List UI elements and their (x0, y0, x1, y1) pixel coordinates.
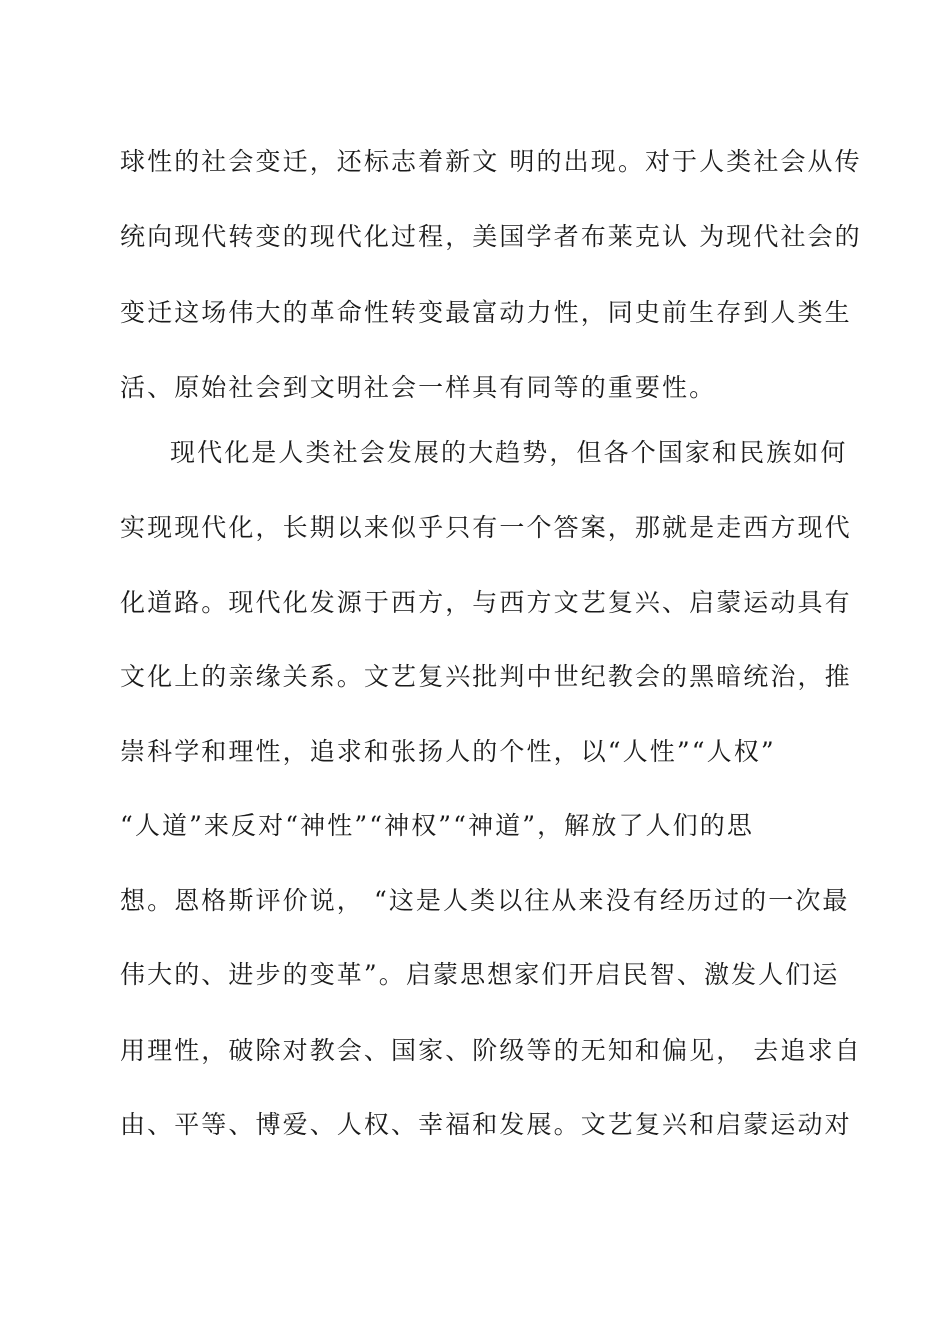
paragraph-2-line-8: 伟大的、进步的变革”。启蒙思想家们开启民智、激发人们运 (120, 960, 840, 989)
paragraph-2-line-5: 崇科学和理性，追求和张扬人的个性，以“人性”“人权” (120, 737, 776, 766)
paragraph-2-line-7: 想。恩格斯评价说， “这是人类以往从来没有经历过的一次最 (120, 886, 850, 915)
paragraph-2-line-9: 用理性，破除对教会、国家、阶级等的无知和偏见， 去追求自 (120, 1036, 862, 1065)
paragraph-2-line-1: 现代化是人类社会发展的大趋势，但各个国家和民族如何 (170, 438, 848, 467)
text-line-1: 球性的社会变迁，还标志着新文 明的出现。对于人类社会从传 (120, 147, 862, 176)
paragraph-2-line-6: “人道”来反对“神性”“神权”“神道”，解放了人们的思 (120, 811, 754, 840)
paragraph-2-line-3: 化道路。现代化发源于西方，与西方文艺复兴、启蒙运动具有 (120, 588, 852, 617)
paragraph-2-line-10: 由、平等、博爱、人权、幸福和发展。文艺复兴和启蒙运动对 (120, 1110, 852, 1139)
text-line-3: 变迁这场伟大的革命性转变最富动力性，同史前生存到人类生 (120, 298, 852, 327)
paragraph-2-line-4: 文化上的亲缘关系。文艺复兴批判中世纪教会的黑暗统治，推 (120, 662, 852, 691)
text-line-4: 活、原始社会到文明社会一样具有同等的重要性。 (120, 373, 717, 402)
text-line-2: 统向现代转变的现代化过程，美国学者布莱克认 为现代社会的 (120, 222, 862, 251)
paragraph-2-line-2: 实现现代化，长期以来似乎只有一个答案，那就是走西方现代 (120, 513, 852, 542)
